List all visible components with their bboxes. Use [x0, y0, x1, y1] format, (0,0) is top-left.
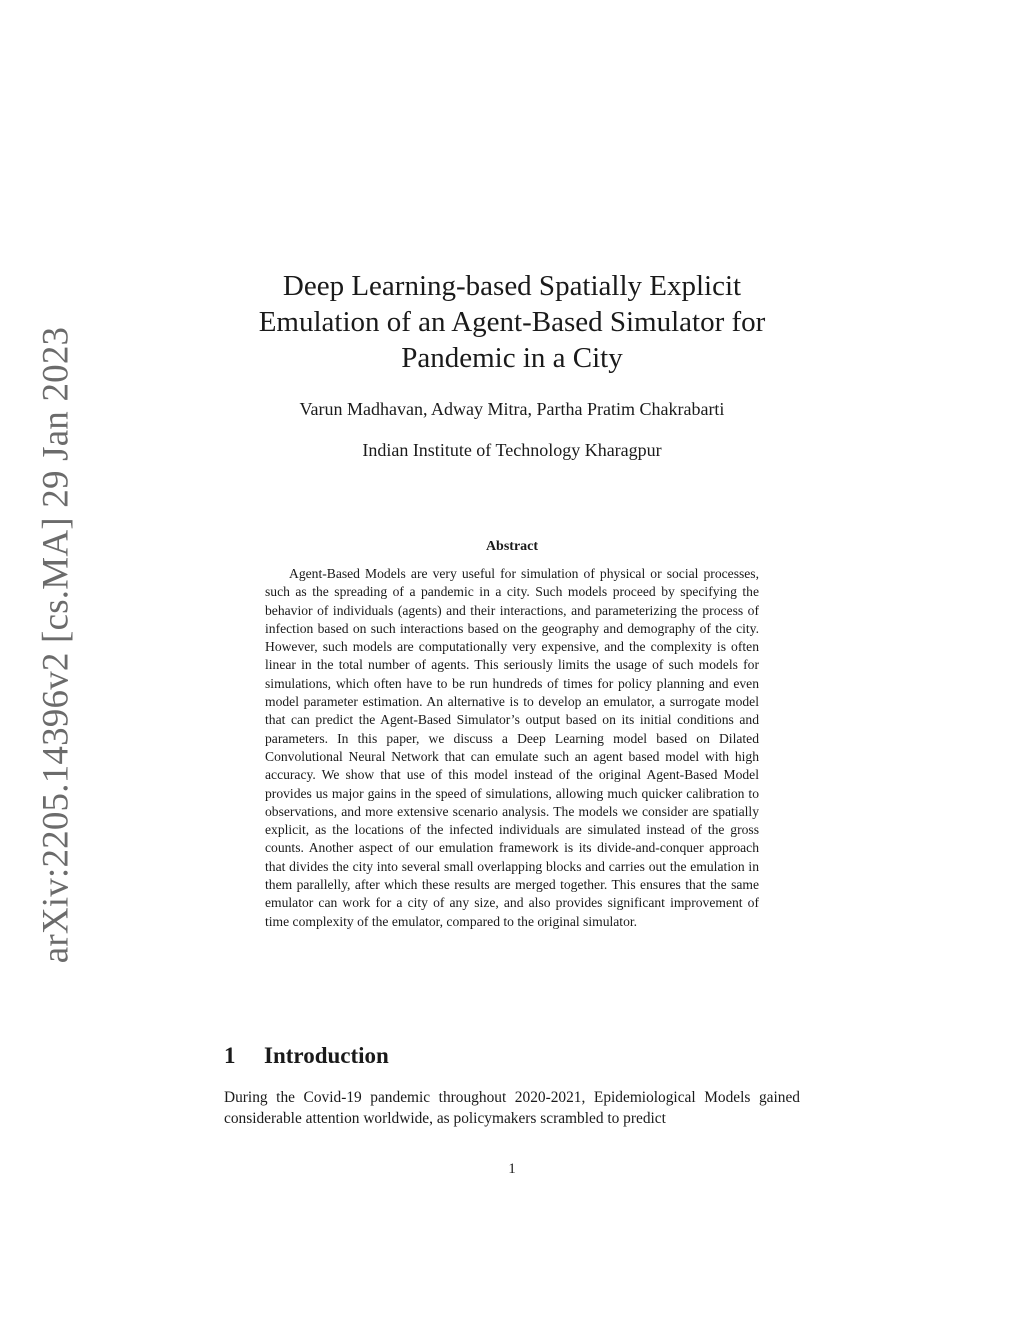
arxiv-identifier-stamp[interactable]: arXiv:2205.14396v2 [cs.MA] 29 Jan 2023 — [35, 326, 77, 964]
author-affiliation: Indian Institute of Technology Kharagpur — [362, 440, 662, 460]
paper-title — [180, 268, 844, 376]
title-block — [180, 268, 844, 376]
section-heading-introduction — [224, 1043, 389, 1069]
section-title: Introduction — [264, 1043, 389, 1068]
title-line-1: Deep Learning-based Spatially Explicit — [282, 270, 742, 302]
author-list: Varun Madhavan, Adway Mitra, Partha Pratim Chakrabarti — [299, 399, 725, 419]
page-number: 1 — [508, 1161, 516, 1177]
abstract-heading: Abstract — [485, 539, 539, 554]
title-line-2: Emulation of an Agent-Based Simulator for — [258, 306, 766, 338]
title-line-3: Pandemic in a City — [401, 342, 623, 374]
introduction-paragraph: During the Covid-19 pandemic throughout 2020-2021, Epidemiological Models gained considerable attention worldwide, as policymakers scrambled to predict — [224, 1089, 800, 1127]
abstract-text: Agent-Based Models are very useful for simulation of physical or social processes, such as the spreading of a pandemic in a city. Such models proceed by specifying the behavior of individuals (agents) and their interactions, and parameterizing the process of infection based on such interactions based on the geography and demography of the city. However, such models are computationally very expensive, and the complexity is often linear in the total number of agents. This seriously limits the usage of such models for simulations, which often have to be run hundreds of times for policy planning and even model parameter estimation. An alternative is to develop an emulator, a surrogate model that can predict the Agent-Based Simulator’s output based on its initial conditions and parameters. In this paper, we discuss a Deep Learning model based on Dilated Convolutional Neural Network that can emulate such an agent based model with high accuracy. We show that use of this model instead of the original Agent-Based Model provides us major gains in the speed of simulations, allowing much quicker calibration to observations, and more extensive scenario analysis. The models we consider are spatially explicit, as the locations of the infected individuals are simulated instead of the gross counts. Another aspect of our emulation framework is its divide-and-conquer approach that divides the city into several small overlapping blocks and carries out the emulation in them parallelly, after which these results are merged together. This ensures that the same emulator can work for a city of any size, and also provides significant improvement of time complexity of the emulator, compared to the original simulator. — [265, 566, 759, 929]
section-number: 1 — [224, 1043, 236, 1068]
